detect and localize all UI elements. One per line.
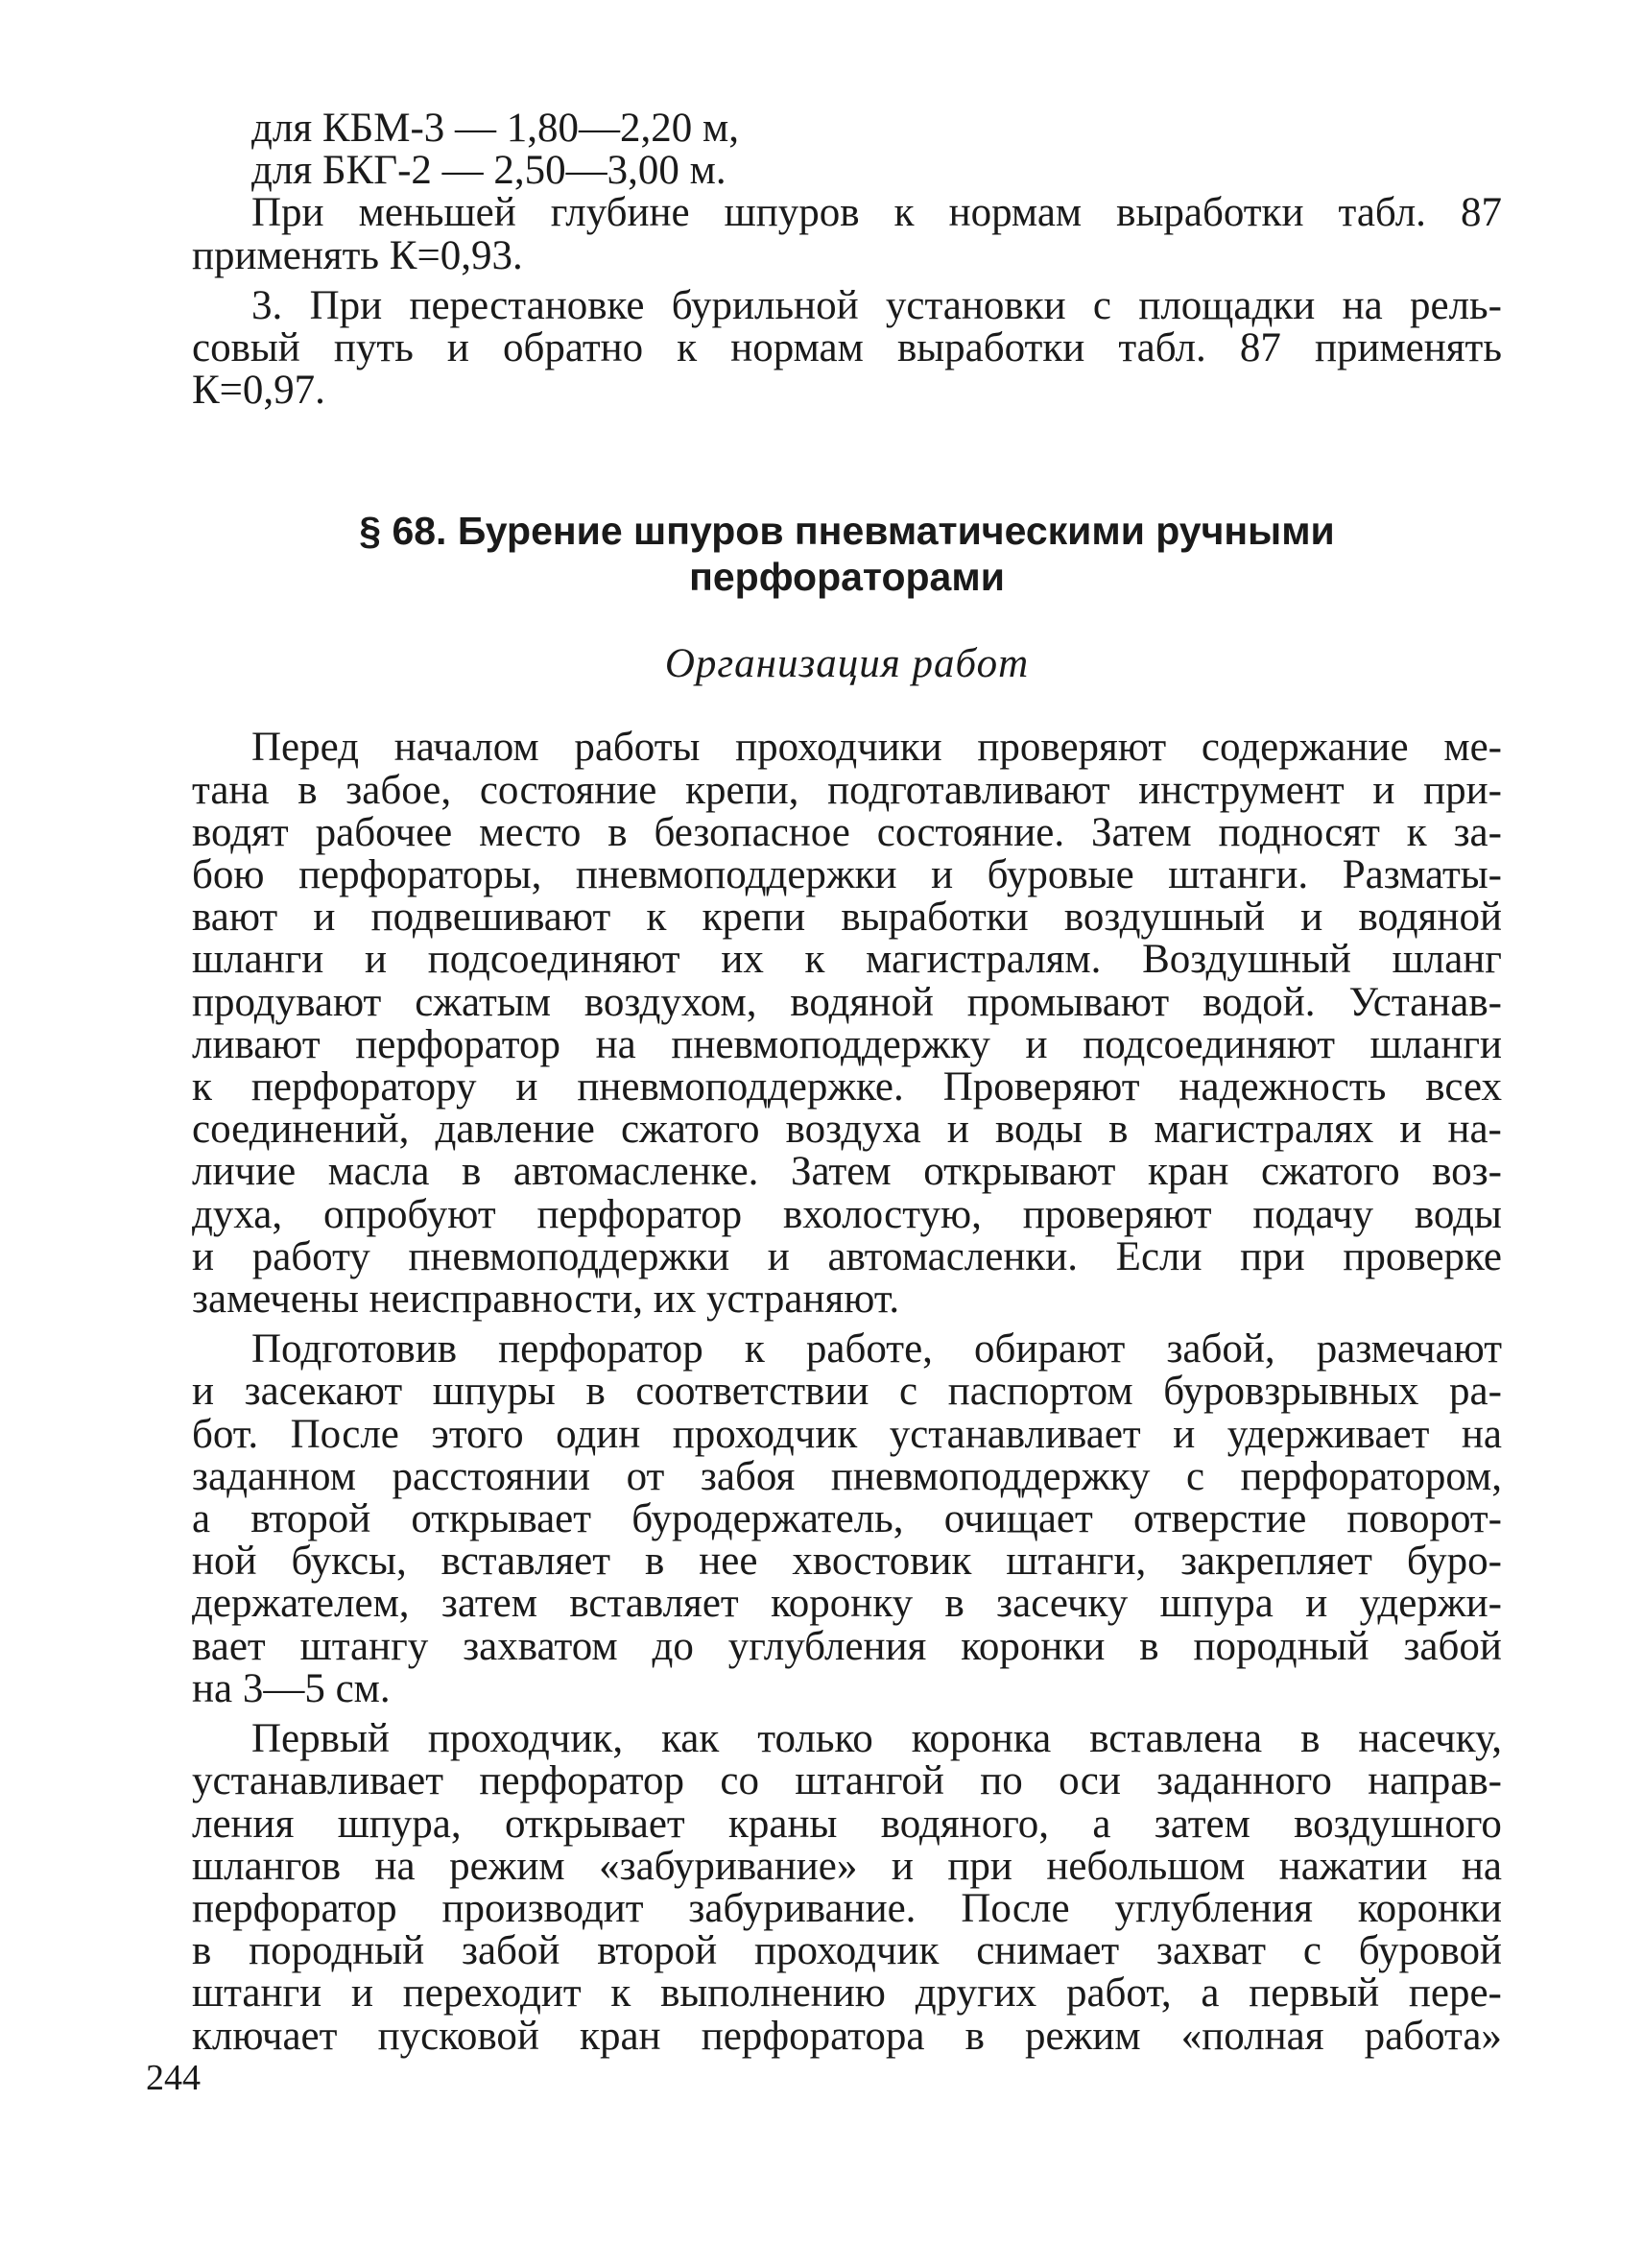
text-line: бот. После этого один проходчик устанавливает и удерживает на — [192, 1411, 1502, 1457]
text-line: а второй открывает буродержатель, очищает отверстие поворот- — [192, 1496, 1502, 1542]
text-line: ной буксы, вставляет в нее хвостовик штанги, закрепляет буро- — [192, 1539, 1502, 1585]
text-line: шланги и подсоединяют их к магистралям. Воздушный шланг — [192, 937, 1502, 983]
text-line: держателем, затем вставляет коронку в засечку шпура и удержи- — [192, 1581, 1502, 1627]
drill-depth-list — [192, 107, 1502, 192]
text-line: ливают перфоратор на пневмоподдержку и подсоединяют шланги — [192, 1021, 1502, 1067]
text-line: и засекают шпуры в соответствии с паспортом буровзрывных ра- — [192, 1369, 1502, 1415]
text-line: совый путь и обратно к нормам выработки табл. 87 применять — [192, 325, 1502, 371]
text-line: 3. При перестановке бурильной установки с площадки на рель- — [251, 282, 1502, 328]
text-line: ления шпура, открывает краны водяного, а затем воздушного — [192, 1801, 1502, 1847]
text-line: К=0,97. — [192, 368, 325, 414]
text-line: на 3—5 см. — [192, 1665, 391, 1711]
text-line: тана в забое, состояние крепи, подготавливают инструмент и при- — [192, 767, 1502, 813]
text-line: бою перфораторы, пневмоподдержки и буровые штанги. Разматы- — [192, 852, 1502, 898]
section-heading-line: § 68. Бурение шпуров пневматическими ручными — [359, 509, 1335, 554]
text-line: вают и подвешивают к крепи выработки воздушный и водяной — [192, 895, 1502, 941]
list-item: для КБМ-3 — 1,80—2,20 м, — [251, 106, 740, 151]
text-line: продувают сжатым воздухом, водяной промывают водой. Устанав- — [192, 979, 1502, 1025]
note-3 — [192, 282, 1502, 414]
note-2-tail — [192, 192, 1502, 276]
list-item: для БКГ-2 — 2,50—3,00 м. — [251, 148, 726, 194]
paragraph-2 — [192, 1328, 1502, 1710]
text-line: Перед началом работы проходчики проверяют содержание ме- — [251, 725, 1502, 771]
page-body — [192, 107, 1502, 2065]
section-heading — [192, 508, 1502, 600]
text-line: в породный забой второй проходчик снимает захват с буровой — [192, 1928, 1502, 1974]
paragraph-3 — [192, 1718, 1502, 2058]
text-line: устанавливает перфоратор со штангой по оси заданного направ- — [192, 1758, 1502, 1804]
text-line: заданном расстоянии от забоя пневмоподдержку с перфоратором, — [192, 1453, 1502, 1499]
page-number: 244 — [146, 2058, 201, 2098]
text-line: шлангов на режим «забуривание» и при небольшом нажатии на — [192, 1843, 1502, 1889]
text-line: личие масла в автомасленке. Затем открывают кран сжатого воз- — [192, 1149, 1502, 1195]
text-line: Подготовив перфоратор к работе, обирают забой, размечают — [251, 1326, 1502, 1373]
text-line: духа, опробуют перфоратор вхолостую, проверяют подачу воды — [192, 1191, 1502, 1237]
text-line: водят рабочее место в безопасное состояние. Затем подносят к за- — [192, 809, 1502, 855]
text-line: к перфоратору и пневмоподдержке. Проверяют надежность всех — [192, 1064, 1502, 1110]
text-line: замечены неисправности, их устраняют. — [192, 1277, 900, 1323]
text-line: ключает пусковой кран перфоратора в режим «полная работа» — [192, 2013, 1502, 2059]
section-subtitle: Организация работ — [664, 641, 1030, 687]
paragraph-1 — [192, 727, 1502, 1321]
text-line: Первый проходчик, как только коронка вставлена в насечку, — [251, 1716, 1502, 1762]
text-line: соединений, давление сжатого воздуха и воды в магистралях и на- — [192, 1107, 1502, 1153]
text-line: штанги и переходит к выполнению других работ, а первый пере- — [192, 1970, 1502, 2017]
text-line: перфоратор производит забуривание. После углубления коронки — [192, 1885, 1502, 1931]
text-line: и работу пневмоподдержки и автомасленки. Если при проверке — [192, 1233, 1502, 1279]
text-line: применять К=0,93. — [192, 232, 523, 278]
text-line: вает штангу захватом до углубления коронки в породный забой — [192, 1623, 1502, 1669]
text-line: При меньшей глубине шпуров к нормам выработки табл. 87 — [251, 190, 1502, 236]
section-heading-line: перфораторами — [689, 555, 1005, 600]
